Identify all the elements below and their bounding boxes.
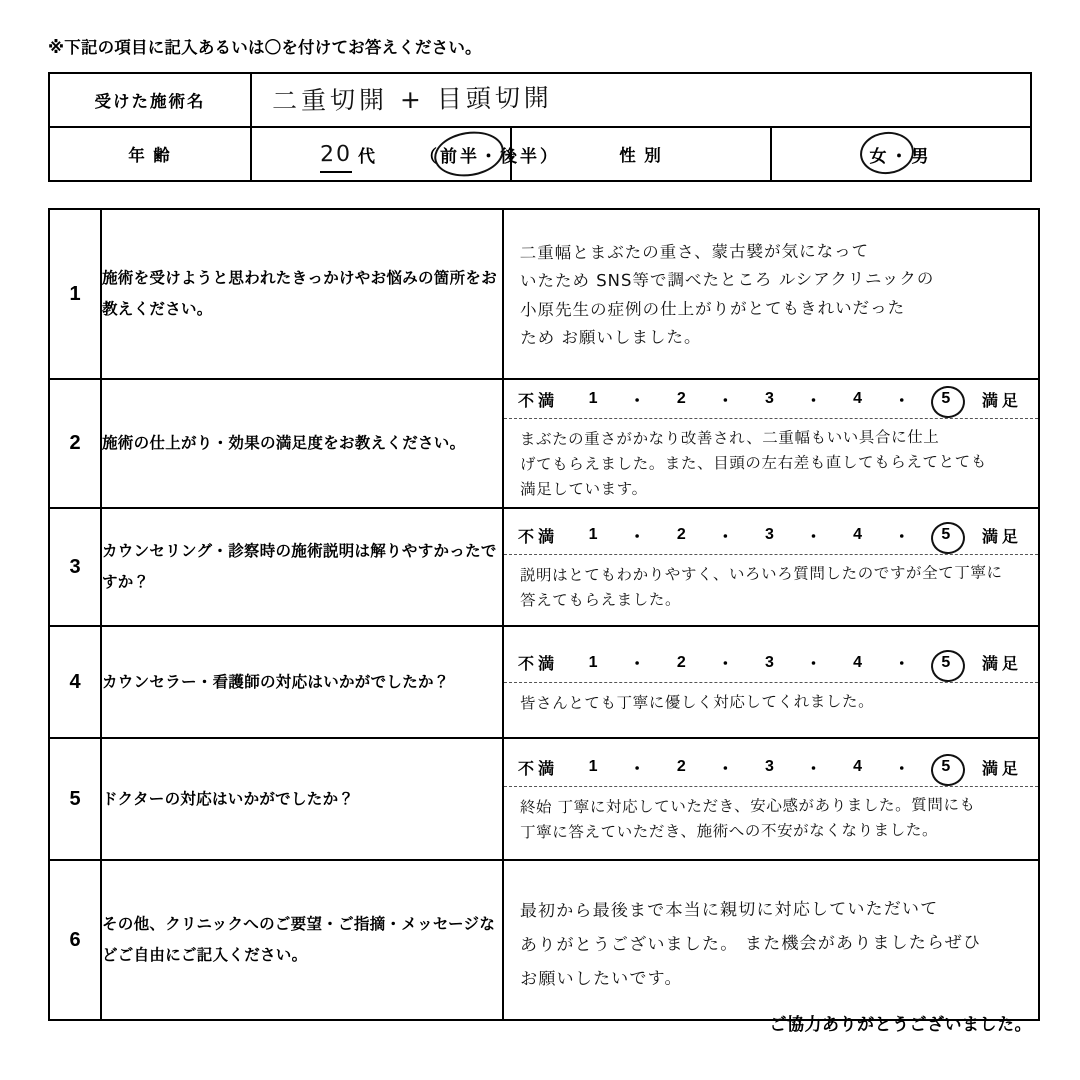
scale-separator: ・	[805, 760, 823, 778]
answer-line: いたため SNS等で調べたところ ルシアクリニックの	[519, 269, 935, 291]
scale-high-label: 満足	[981, 392, 1022, 410]
scale-low-label: 不満	[518, 760, 559, 778]
rating-option-5[interactable]	[933, 526, 959, 544]
answer-line: 満足しています。	[520, 479, 648, 499]
answer-line: お願いしたいです。	[520, 968, 683, 990]
patient-info-table	[48, 72, 1032, 182]
scale-separator: ・	[893, 760, 911, 778]
gender-label: 性 別	[511, 127, 771, 181]
procedure-row	[49, 73, 1031, 127]
handwritten-answer	[504, 417, 1039, 509]
gender-option-male[interactable]: 男	[911, 146, 933, 166]
table-row	[49, 209, 1039, 379]
handwritten-answer	[504, 681, 1038, 722]
scale-separator: ・	[717, 392, 735, 410]
answer-cell[interactable]	[503, 209, 1039, 379]
paren-close: ）	[540, 146, 560, 166]
age-unit-label: 代	[358, 146, 376, 166]
answer-line: 皆さんとても丁寧に優しく対応してくれました。	[519, 692, 875, 713]
scale-low-label: 不満	[518, 392, 559, 410]
answer-line: まぶたの重さがかなり改善され、二重幅もいい具合に仕上	[519, 427, 940, 449]
handwritten-answer	[504, 878, 1039, 1003]
answer-line: ありがとうございました。 また機会がありましたらぜひ	[519, 933, 982, 956]
age-option-second-half[interactable]: 後半	[500, 146, 540, 166]
scale-separator: ・	[893, 656, 911, 674]
rating-option-5-value: 5	[941, 653, 952, 671]
age-number-field	[320, 142, 352, 167]
question-text: 施術の仕上がり・効果の満足度をお教えください。	[101, 379, 503, 508]
rating-option-3[interactable]: 3	[764, 653, 775, 671]
scale-separator: ・	[805, 392, 823, 410]
rating-scale[interactable]	[504, 748, 1038, 787]
scale-separator: ・	[805, 528, 823, 546]
rating-option-2[interactable]: 2	[676, 758, 687, 776]
table-row	[49, 379, 1039, 508]
scale-separator: ・	[717, 656, 735, 674]
scale-separator: ・	[893, 528, 911, 546]
age-option-first-half[interactable]: 前半	[440, 146, 480, 166]
rating-scale[interactable]	[504, 516, 1038, 555]
question-text: ドクターの対応はいかがでしたか？	[101, 738, 503, 860]
answer-cell[interactable]	[503, 626, 1039, 738]
rating-option-1[interactable]: 1	[588, 653, 599, 671]
table-row	[49, 860, 1039, 1020]
questions-table	[48, 208, 1040, 1021]
answer-line: 答えてもらえました。	[520, 590, 682, 610]
question-number: 1	[49, 209, 101, 379]
table-row	[49, 738, 1039, 860]
age-handwritten-value: 20	[319, 141, 353, 167]
rating-scale[interactable]	[504, 644, 1038, 683]
scale-low-label: 不満	[518, 528, 559, 546]
scale-low-label: 不満	[518, 656, 559, 674]
answer-line: 小原先生の症例の仕上がりがとてもきれいだった	[520, 297, 906, 320]
handwritten-answer	[504, 786, 1038, 852]
question-number: 5	[49, 738, 101, 860]
scale-high-label: 満足	[981, 528, 1022, 546]
rating-option-5[interactable]	[933, 758, 959, 776]
procedure-handwritten-value: 二重切開 + 目頭切開	[271, 83, 554, 116]
rating-option-2[interactable]: 2	[676, 653, 687, 671]
question-number: 6	[49, 860, 101, 1020]
answer-line: 終始 丁寧に対応していただき、安心感がありました。質問にも	[519, 795, 976, 817]
scale-separator: ・	[629, 760, 647, 778]
gender-value-cell[interactable]	[771, 127, 1031, 181]
answer-line: げてもらえました。また、目頭の左右差も直してもらえてとても	[519, 452, 987, 474]
table-row	[49, 508, 1039, 626]
footer-thanks: ご協力ありがとうございました。	[769, 1015, 1032, 1034]
rating-option-1[interactable]: 1	[588, 758, 599, 776]
instruction-note: ※下記の項目に記入あるいは〇を付けてお答えください。	[48, 39, 482, 57]
handwritten-answer	[504, 229, 1039, 359]
paren-open: （	[420, 146, 440, 166]
handwritten-answer	[504, 554, 1038, 620]
scale-separator: ・	[629, 528, 647, 546]
question-number: 2	[49, 379, 101, 508]
rating-option-5-value: 5	[941, 390, 952, 407]
question-number: 3	[49, 508, 101, 626]
rating-option-1[interactable]: 1	[588, 526, 599, 544]
rating-option-5-value: 5	[941, 526, 952, 544]
answer-cell[interactable]	[503, 738, 1039, 860]
scale-high-label: 満足	[981, 656, 1022, 674]
scale-separator: ・	[629, 392, 647, 410]
gender-option-separator: ・	[890, 146, 912, 166]
rating-option-2[interactable]: 2	[676, 526, 687, 544]
scale-separator: ・	[805, 656, 823, 674]
age-value-cell[interactable]	[251, 127, 560, 181]
age-option-separator: ・	[480, 146, 500, 166]
rating-option-5[interactable]	[933, 390, 959, 408]
rating-option-4[interactable]: 4	[853, 526, 864, 544]
scale-separator: ・	[893, 392, 911, 410]
question-number: 4	[49, 626, 101, 738]
rating-option-4[interactable]: 4	[853, 653, 864, 671]
rating-option-3[interactable]: 3	[764, 526, 775, 544]
age-gender-row	[49, 127, 1031, 181]
answer-line: ため お願いしました。	[520, 327, 702, 348]
question-text: カウンセラー・看護師の対応はいかがでしたか？	[101, 626, 503, 738]
rating-scale[interactable]	[504, 380, 1038, 419]
rating-option-5[interactable]	[933, 654, 959, 672]
answer-cell[interactable]	[503, 508, 1039, 626]
scale-separator: ・	[717, 528, 735, 546]
answer-cell[interactable]	[503, 860, 1039, 1020]
age-label: 年 齢	[49, 127, 251, 181]
rating-option-3[interactable]: 3	[764, 758, 775, 776]
question-text: その他、クリニックへのご要望・ご指摘・メッセージなどご自由にご記入ください。	[101, 860, 503, 1020]
question-text: 施術を受けようと思われたきっかけやお悩みの箇所をお教えください。	[101, 209, 503, 379]
rating-option-4[interactable]: 4	[853, 758, 864, 776]
answer-line: 最初から最後まで本当に親切に対応していただいて	[519, 899, 939, 922]
scale-high-label: 満足	[981, 760, 1022, 778]
answer-line: 説明はとてもわかりやすく、いろいろ質問したのですが全て丁寧に	[519, 563, 1003, 585]
question-text: カウンセリング・診察時の施術説明は解りやすかったですか？	[101, 508, 503, 626]
answer-line: 丁寧に答えていただき、施術への不安がなくなりました。	[520, 821, 939, 842]
table-row	[49, 626, 1039, 738]
answer-line: 二重幅とまぶたの重さ、蒙古襞が気になって	[519, 241, 870, 263]
rating-option-4[interactable]: 4	[853, 390, 864, 407]
scale-separator: ・	[629, 656, 647, 674]
scale-separator: ・	[717, 760, 735, 778]
answer-cell[interactable]	[503, 379, 1039, 508]
rating-option-2[interactable]: 2	[676, 390, 687, 407]
age-underline	[320, 171, 352, 173]
rating-option-3[interactable]: 3	[764, 390, 775, 407]
rating-option-1[interactable]: 1	[588, 390, 599, 407]
procedure-value-cell[interactable]	[251, 73, 1031, 127]
rating-option-5-value: 5	[941, 758, 952, 776]
procedure-label: 受けた施術名	[49, 73, 251, 127]
gender-options[interactable]	[870, 142, 933, 167]
gender-option-female[interactable]: 女	[869, 146, 891, 166]
